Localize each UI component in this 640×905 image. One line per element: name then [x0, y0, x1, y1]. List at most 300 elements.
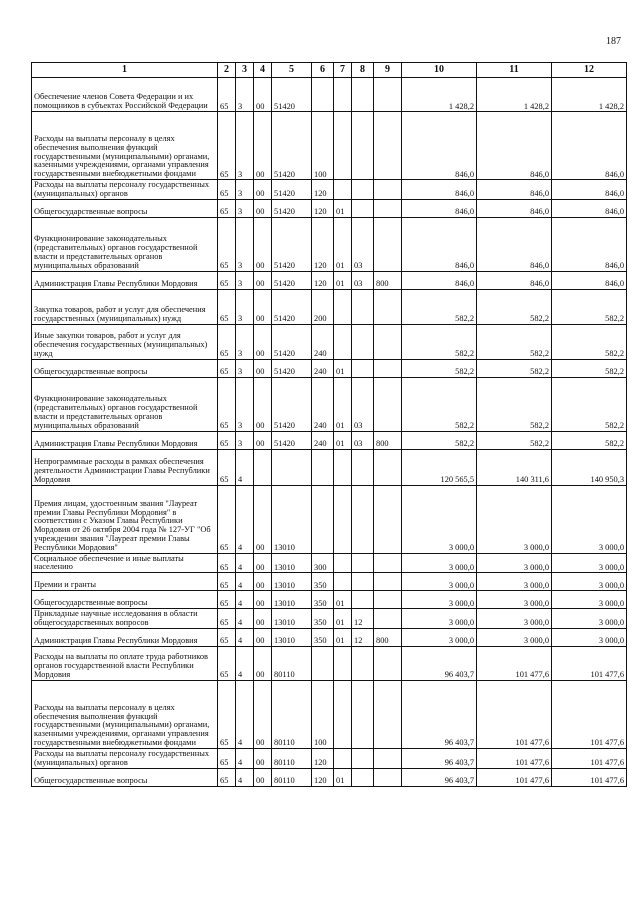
column-header-1: 1 [32, 63, 218, 78]
row-description: Общегосударственные вопросы [32, 591, 218, 609]
amount-cell: 582,2 [477, 377, 552, 431]
amount-cell: 582,2 [402, 324, 477, 359]
row-description: Функционирование законодательных (представительных) органов государственной власти и представительных органов муниципальных образований [32, 217, 218, 271]
code-cell [374, 180, 402, 200]
code-cell: 00 [254, 324, 272, 359]
code-cell: 65 [218, 112, 236, 180]
code-cell: 65 [218, 609, 236, 629]
code-cell: 01 [334, 377, 352, 431]
row-description: Непрограммные расходы в рамках обеспечения деятельности Администрации Главы Республики Мордовия [32, 449, 218, 485]
amount-cell: 3 000,0 [552, 553, 627, 573]
code-cell: 03 [352, 377, 374, 431]
amount-cell: 3 000,0 [477, 609, 552, 629]
amount-cell: 1 428,2 [552, 78, 627, 112]
code-cell [352, 78, 374, 112]
code-cell [352, 553, 374, 573]
code-cell: 13010 [272, 628, 312, 646]
code-cell [374, 553, 402, 573]
row-description: Премии и гранты [32, 573, 218, 591]
code-cell: 01 [334, 609, 352, 629]
code-cell [374, 591, 402, 609]
amount-cell: 582,2 [402, 289, 477, 324]
row-description: Администрация Главы Республики Мордовия [32, 271, 218, 289]
code-cell: 65 [218, 199, 236, 217]
code-cell: 240 [312, 359, 334, 377]
code-cell [352, 199, 374, 217]
code-cell: 51420 [272, 359, 312, 377]
table-row [32, 609, 627, 629]
amount-cell: 3 000,0 [402, 553, 477, 573]
table-row [32, 78, 627, 112]
code-cell [352, 646, 374, 680]
row-description: Расходы на выплаты персоналу государственных (муниципальных) органов [32, 748, 218, 768]
code-cell [312, 646, 334, 680]
table-row [32, 112, 627, 180]
code-cell: 03 [352, 431, 374, 449]
column-header-2: 2 [218, 63, 236, 78]
code-cell: 00 [254, 591, 272, 609]
code-cell: 3 [236, 324, 254, 359]
amount-cell: 96 403,7 [402, 646, 477, 680]
code-cell: 01 [334, 359, 352, 377]
code-cell: 00 [254, 180, 272, 200]
table-row [32, 324, 627, 359]
code-cell [374, 112, 402, 180]
amount-cell: 3 000,0 [402, 591, 477, 609]
code-cell: 4 [236, 609, 254, 629]
code-cell: 3 [236, 377, 254, 431]
code-cell: 13010 [272, 609, 312, 629]
code-cell: 01 [334, 591, 352, 609]
column-header-12: 12 [552, 63, 627, 78]
code-cell: 80110 [272, 646, 312, 680]
code-cell: 00 [254, 748, 272, 768]
code-cell [374, 324, 402, 359]
code-cell [334, 449, 352, 485]
amount-cell: 101 477,6 [477, 680, 552, 748]
amount-cell: 582,2 [477, 359, 552, 377]
amount-cell: 582,2 [477, 431, 552, 449]
amount-cell: 101 477,6 [477, 768, 552, 786]
code-cell [374, 289, 402, 324]
column-header-9: 9 [374, 63, 402, 78]
amount-cell: 582,2 [402, 359, 477, 377]
code-cell [334, 680, 352, 748]
amount-cell: 96 403,7 [402, 768, 477, 786]
code-cell: 4 [236, 748, 254, 768]
amount-cell: 846,0 [477, 271, 552, 289]
amount-cell: 3 000,0 [477, 628, 552, 646]
code-cell [352, 289, 374, 324]
code-cell [374, 768, 402, 786]
code-cell: 65 [218, 573, 236, 591]
code-cell [374, 573, 402, 591]
code-cell: 51420 [272, 271, 312, 289]
code-cell: 00 [254, 78, 272, 112]
code-cell: 01 [334, 431, 352, 449]
amount-cell: 846,0 [402, 199, 477, 217]
amount-cell: 1 428,2 [402, 78, 477, 112]
code-cell: 240 [312, 377, 334, 431]
code-cell: 65 [218, 289, 236, 324]
code-cell: 300 [312, 553, 334, 573]
page-number: 187 [606, 36, 621, 47]
code-cell [334, 485, 352, 553]
code-cell: 00 [254, 680, 272, 748]
column-header-10: 10 [402, 63, 477, 78]
code-cell: 100 [312, 680, 334, 748]
code-cell [334, 78, 352, 112]
table-row [32, 591, 627, 609]
amount-cell: 846,0 [552, 271, 627, 289]
code-cell [352, 680, 374, 748]
table-row [32, 359, 627, 377]
code-cell: 00 [254, 112, 272, 180]
column-header-5: 5 [272, 63, 312, 78]
code-cell: 00 [254, 485, 272, 553]
code-cell: 00 [254, 377, 272, 431]
code-cell [254, 449, 272, 485]
code-cell: 65 [218, 628, 236, 646]
amount-cell: 101 477,6 [477, 748, 552, 768]
code-cell: 00 [254, 573, 272, 591]
code-cell: 01 [334, 199, 352, 217]
code-cell [334, 112, 352, 180]
code-cell: 4 [236, 646, 254, 680]
code-cell: 65 [218, 359, 236, 377]
code-cell [374, 680, 402, 748]
code-cell: 65 [218, 680, 236, 748]
amount-cell: 3 000,0 [552, 609, 627, 629]
amount-cell: 96 403,7 [402, 680, 477, 748]
amount-cell: 3 000,0 [552, 628, 627, 646]
code-cell: 4 [236, 485, 254, 553]
amount-cell: 3 000,0 [402, 573, 477, 591]
row-description: Общегосударственные вопросы [32, 359, 218, 377]
code-cell: 51420 [272, 112, 312, 180]
code-cell: 51420 [272, 324, 312, 359]
code-cell: 65 [218, 449, 236, 485]
code-cell: 80110 [272, 768, 312, 786]
row-description: Расходы на выплаты персоналу в целях обеспечения выполнения функций государственными (муниципальными) органами, казенными учреждениями, органами управления государственными внебюджетными фондами [32, 112, 218, 180]
row-description: Закупка товаров, работ и услуг для обеспечения государственных (муниципальных) нужд [32, 289, 218, 324]
table-row [32, 646, 627, 680]
amount-cell: 846,0 [402, 217, 477, 271]
code-cell [334, 180, 352, 200]
code-cell: 4 [236, 628, 254, 646]
amount-cell: 582,2 [477, 289, 552, 324]
code-cell: 200 [312, 289, 334, 324]
code-cell [374, 609, 402, 629]
column-header-8: 8 [352, 63, 374, 78]
table-row [32, 289, 627, 324]
code-cell: 03 [352, 217, 374, 271]
amount-cell: 3 000,0 [552, 591, 627, 609]
code-cell: 240 [312, 324, 334, 359]
amount-cell: 846,0 [402, 271, 477, 289]
amount-cell: 101 477,6 [552, 768, 627, 786]
code-cell: 00 [254, 199, 272, 217]
code-cell: 13010 [272, 553, 312, 573]
code-cell: 4 [236, 553, 254, 573]
code-cell [352, 748, 374, 768]
budget-table [31, 62, 627, 787]
amount-cell: 582,2 [402, 377, 477, 431]
code-cell: 51420 [272, 199, 312, 217]
code-cell: 350 [312, 628, 334, 646]
code-cell: 350 [312, 591, 334, 609]
code-cell [272, 449, 312, 485]
code-cell [334, 553, 352, 573]
code-cell: 00 [254, 271, 272, 289]
table-row [32, 680, 627, 748]
amount-cell: 140 950,3 [552, 449, 627, 485]
code-cell: 13010 [272, 485, 312, 553]
row-description: Обеспечение членов Совета Федерации и их помощников в субъектах Российской Федерации [32, 78, 218, 112]
amount-cell: 3 000,0 [552, 485, 627, 553]
code-cell: 65 [218, 768, 236, 786]
code-cell: 4 [236, 449, 254, 485]
table-row [32, 217, 627, 271]
column-header-3: 3 [236, 63, 254, 78]
row-description: Социальное обеспечение и иные выплаты населению [32, 553, 218, 573]
code-cell [374, 485, 402, 553]
code-cell [374, 217, 402, 271]
code-cell: 00 [254, 289, 272, 324]
amount-cell: 582,2 [477, 324, 552, 359]
code-cell [334, 289, 352, 324]
code-cell: 65 [218, 78, 236, 112]
row-description: Общегосударственные вопросы [32, 199, 218, 217]
code-cell [352, 112, 374, 180]
amount-cell: 1 428,2 [477, 78, 552, 112]
code-cell: 51420 [272, 289, 312, 324]
code-cell [352, 591, 374, 609]
code-cell [312, 449, 334, 485]
amount-cell: 846,0 [552, 217, 627, 271]
code-cell [374, 377, 402, 431]
amount-cell: 101 477,6 [552, 680, 627, 748]
code-cell [334, 573, 352, 591]
code-cell: 800 [374, 431, 402, 449]
amount-cell: 582,2 [552, 431, 627, 449]
code-cell: 01 [334, 217, 352, 271]
row-description: Функционирование законодательных (представительных) органов государственной власти и представительных органов муниципальных образований [32, 377, 218, 431]
code-cell [374, 449, 402, 485]
amount-cell: 582,2 [402, 431, 477, 449]
code-cell: 03 [352, 271, 374, 289]
code-cell [374, 199, 402, 217]
code-cell: 4 [236, 573, 254, 591]
code-cell: 3 [236, 112, 254, 180]
code-cell: 65 [218, 485, 236, 553]
amount-cell: 846,0 [552, 112, 627, 180]
code-cell: 51420 [272, 217, 312, 271]
code-cell [352, 573, 374, 591]
amount-cell: 3 000,0 [402, 609, 477, 629]
code-cell: 3 [236, 289, 254, 324]
code-cell: 13010 [272, 591, 312, 609]
code-cell: 00 [254, 553, 272, 573]
code-cell [352, 485, 374, 553]
code-cell: 65 [218, 324, 236, 359]
code-cell: 51420 [272, 78, 312, 112]
code-cell: 00 [254, 431, 272, 449]
code-cell: 65 [218, 271, 236, 289]
table-row [32, 573, 627, 591]
code-cell: 350 [312, 573, 334, 591]
code-cell: 00 [254, 609, 272, 629]
table-row [32, 180, 627, 200]
code-cell: 00 [254, 768, 272, 786]
amount-cell: 846,0 [477, 112, 552, 180]
amount-cell: 3 000,0 [477, 485, 552, 553]
column-header-4: 4 [254, 63, 272, 78]
code-cell: 350 [312, 609, 334, 629]
code-cell [334, 646, 352, 680]
code-cell: 120 [312, 217, 334, 271]
code-cell [374, 748, 402, 768]
amount-cell: 3 000,0 [552, 573, 627, 591]
table-row [32, 628, 627, 646]
code-cell: 01 [334, 628, 352, 646]
code-cell [334, 324, 352, 359]
amount-cell: 120 565,5 [402, 449, 477, 485]
table-row [32, 768, 627, 786]
code-cell [312, 78, 334, 112]
code-cell: 4 [236, 680, 254, 748]
code-cell [374, 78, 402, 112]
amount-cell: 140 311,6 [477, 449, 552, 485]
code-cell: 3 [236, 180, 254, 200]
code-cell [352, 180, 374, 200]
code-cell: 120 [312, 748, 334, 768]
table-row [32, 485, 627, 553]
code-cell [352, 324, 374, 359]
code-cell: 120 [312, 199, 334, 217]
amount-cell: 582,2 [552, 359, 627, 377]
amount-cell: 3 000,0 [477, 553, 552, 573]
row-description: Премия лицам, удостоенным звания "Лауреат премии Главы Республики Мордовия" в соответствии с Указом Главы Республики Мордовия от 26 октября 2004 года № 127-УГ "Об учреждении звания "Лауреат премии Главы Республики Мордовия" [32, 485, 218, 553]
code-cell: 800 [374, 271, 402, 289]
code-cell [312, 485, 334, 553]
code-cell: 12 [352, 609, 374, 629]
code-cell [352, 449, 374, 485]
amount-cell: 846,0 [477, 199, 552, 217]
row-description: Администрация Главы Республики Мордовия [32, 628, 218, 646]
code-cell: 65 [218, 591, 236, 609]
row-description: Администрация Главы Республики Мордовия [32, 431, 218, 449]
table-row [32, 553, 627, 573]
code-cell: 80110 [272, 748, 312, 768]
code-cell: 01 [334, 768, 352, 786]
code-cell: 4 [236, 591, 254, 609]
code-cell: 100 [312, 112, 334, 180]
code-cell [352, 359, 374, 377]
code-cell: 240 [312, 431, 334, 449]
code-cell: 120 [312, 768, 334, 786]
code-cell [334, 748, 352, 768]
code-cell: 800 [374, 628, 402, 646]
row-description: Расходы на выплаты персоналу в целях обеспечения выполнения функций государственными (муниципальными) органами, казенными учреждениями, органами управления государственными внебюджетными фондами [32, 680, 218, 748]
column-header-7: 7 [334, 63, 352, 78]
code-cell: 3 [236, 271, 254, 289]
amount-cell: 3 000,0 [477, 591, 552, 609]
table-row [32, 748, 627, 768]
code-cell: 01 [334, 271, 352, 289]
code-cell: 12 [352, 628, 374, 646]
amount-cell: 846,0 [477, 180, 552, 200]
amount-cell: 582,2 [552, 289, 627, 324]
code-cell: 65 [218, 217, 236, 271]
code-cell: 51420 [272, 377, 312, 431]
amount-cell: 846,0 [477, 217, 552, 271]
code-cell [374, 359, 402, 377]
row-description: Расходы на выплаты персоналу государственных (муниципальных) органов [32, 180, 218, 200]
table-row [32, 271, 627, 289]
code-cell: 51420 [272, 180, 312, 200]
code-cell: 65 [218, 748, 236, 768]
table-row [32, 377, 627, 431]
code-cell: 120 [312, 271, 334, 289]
amount-cell: 101 477,6 [552, 646, 627, 680]
amount-cell: 96 403,7 [402, 748, 477, 768]
column-header-11: 11 [477, 63, 552, 78]
header-row [32, 63, 627, 78]
code-cell: 3 [236, 217, 254, 271]
amount-cell: 846,0 [402, 180, 477, 200]
amount-cell: 101 477,6 [552, 748, 627, 768]
code-cell: 65 [218, 553, 236, 573]
code-cell: 80110 [272, 680, 312, 748]
code-cell: 120 [312, 180, 334, 200]
amount-cell: 3 000,0 [477, 573, 552, 591]
code-cell [352, 768, 374, 786]
amount-cell: 846,0 [552, 199, 627, 217]
code-cell: 65 [218, 377, 236, 431]
amount-cell: 101 477,6 [477, 646, 552, 680]
code-cell: 3 [236, 359, 254, 377]
code-cell: 3 [236, 78, 254, 112]
row-description: Общегосударственные вопросы [32, 768, 218, 786]
code-cell: 00 [254, 217, 272, 271]
row-description: Расходы на выплаты по оплате труда работников органов государственной власти Республики Мордовия [32, 646, 218, 680]
amount-cell: 3 000,0 [402, 485, 477, 553]
code-cell: 00 [254, 628, 272, 646]
amount-cell: 3 000,0 [402, 628, 477, 646]
code-cell: 65 [218, 180, 236, 200]
code-cell: 65 [218, 431, 236, 449]
code-cell: 00 [254, 359, 272, 377]
column-header-6: 6 [312, 63, 334, 78]
code-cell: 00 [254, 646, 272, 680]
amount-cell: 582,2 [552, 377, 627, 431]
code-cell: 51420 [272, 431, 312, 449]
table-row [32, 431, 627, 449]
code-cell: 65 [218, 646, 236, 680]
amount-cell: 846,0 [552, 180, 627, 200]
code-cell: 3 [236, 199, 254, 217]
table-row [32, 449, 627, 485]
row-description: Иные закупки товаров, работ и услуг для обеспечения государственных (муниципальных) нужд [32, 324, 218, 359]
amount-cell: 846,0 [402, 112, 477, 180]
code-cell: 4 [236, 768, 254, 786]
code-cell [374, 646, 402, 680]
code-cell: 13010 [272, 573, 312, 591]
row-description: Прикладные научные исследования в области общегосударственных вопросов [32, 609, 218, 629]
amount-cell: 582,2 [552, 324, 627, 359]
table-row [32, 199, 627, 217]
